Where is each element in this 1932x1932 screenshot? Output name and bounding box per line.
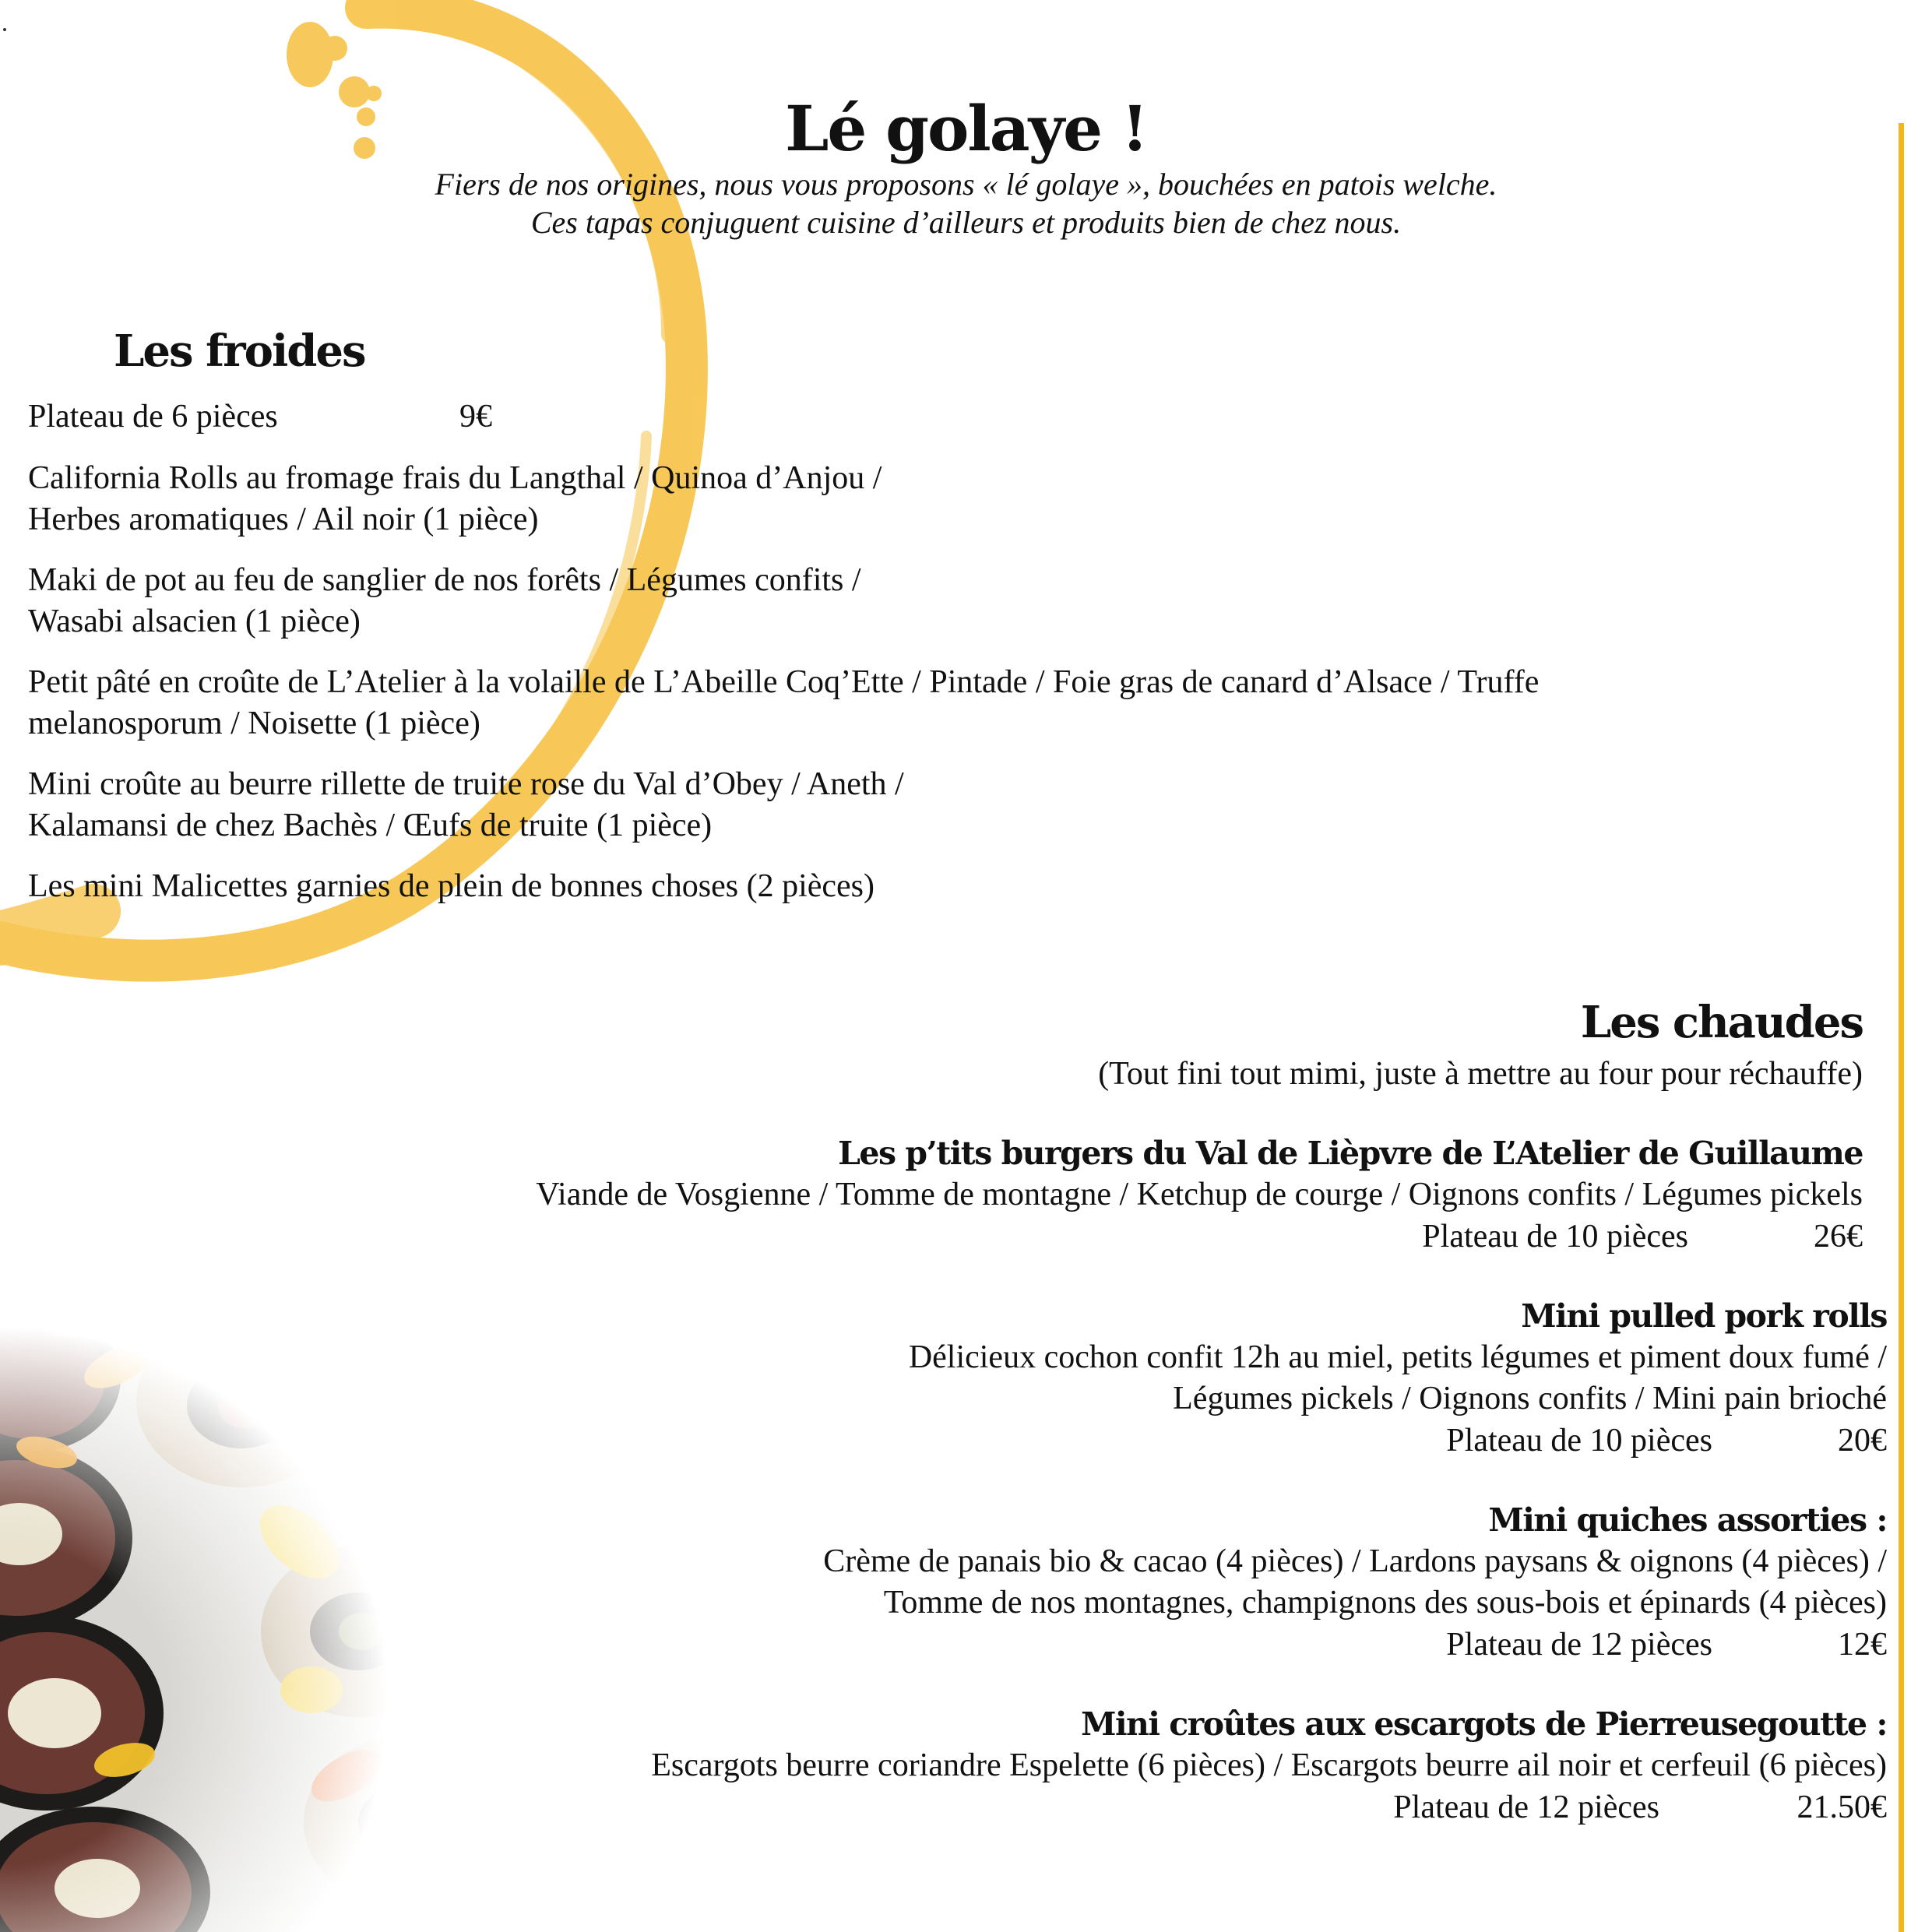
item-title: Mini pulled pork rolls [1521,1297,1887,1335]
item-description: Crème de panais bio & cacao (4 pièces) / Lardons paysans & oignons (4 pièces) / [823,1543,1887,1579]
intro-line-1: Fiers de nos origines, nous vous proposons « lé golaye », bouchées en patois welche. [435,167,1497,202]
item-description: Viande de Vosgienne / Tomme de montagne / Ketchup de courge / Oignons confits / Légumes pickels [536,1177,1863,1212]
froides-plateau-price: 9€ [459,399,492,435]
froides-line: Maki de pot au feu de sanglier de nos forêts / Légumes confits / [28,562,861,598]
item-plateau: Plateau de 10 pièces [1446,1423,1712,1459]
chaudes-subtitle: (Tout fini tout mimi, juste à mettre au four pour réchauffe) [1098,1056,1863,1092]
froides-line: California Rolls au fromage frais du Langthal / Quinoa d’Anjou / [28,460,882,496]
froides-line: Kalamansi de chez Bachès / Œufs de truite (1 pièce) [28,808,713,843]
sushi-photo [0,1277,592,1932]
intro-line-2: Ces tapas conjuguent cuisine d’ailleurs et produits bien de chez nous. [530,205,1402,240]
item-title: Mini quiches assorties : [1488,1501,1887,1539]
item-title: Les p’tits burgers du Val de Lièpvre de L’Atelier de Guillaume [838,1135,1863,1172]
item-plateau: Plateau de 10 pièces [1422,1219,1688,1255]
froides-line: Les mini Malicettes garnies de plein de bonnes choses (2 pièces) [28,868,875,904]
chaudes-heading: Les chaudes [1580,997,1863,1048]
right-accent-line [1899,123,1904,1932]
item-price: 12€ [1838,1627,1887,1663]
item-plateau: Plateau de 12 pièces [1446,1627,1712,1663]
froides-line: melanosporum / Noisette (1 pièce) [28,706,480,741]
froides-line: Wasabi alsacien (1 pièce) [28,604,361,639]
page-title: Lé golaye ! [785,92,1147,165]
froides-line: Mini croûte au beurre rillette de truite rose du Val d’Obey / Aneth / [28,766,904,802]
item-price: 26€ [1814,1219,1863,1255]
item-price: 20€ [1838,1423,1887,1459]
froides-heading: Les froides [114,326,365,377]
item-plateau: Plateau de 12 pièces [1393,1789,1659,1825]
froides-line: Petit pâté en croûte de L’Atelier à la volaille de L’Abeille Coq’Ette / Pintade / Foie gras de canard d’Alsace / Truffe [28,664,1540,700]
item-description: Escargots beurre coriandre Espelette (6 pièces) / Escargots beurre ail noir et cerfeuil (6 pièces) [651,1747,1887,1783]
froides-plateau-label: Plateau de 6 pièces [28,399,278,435]
item-title: Mini croûtes aux escargots de Pierreusegoutte : [1081,1705,1887,1743]
froides-line: Herbes aromatiques / Ail noir (1 pièce) [28,501,539,537]
item-description: Délicieux cochon confit 12h au miel, petits légumes et piment doux fumé / [908,1339,1887,1375]
stray-dot [3,28,6,31]
item-price: 21.50€ [1797,1789,1887,1825]
item-description: Tomme de nos montagnes, champignons des sous-bois et épinards (4 pièces) [883,1585,1887,1621]
item-description: Légumes pickels / Oignons confits / Mini pain brioché [1173,1381,1887,1416]
